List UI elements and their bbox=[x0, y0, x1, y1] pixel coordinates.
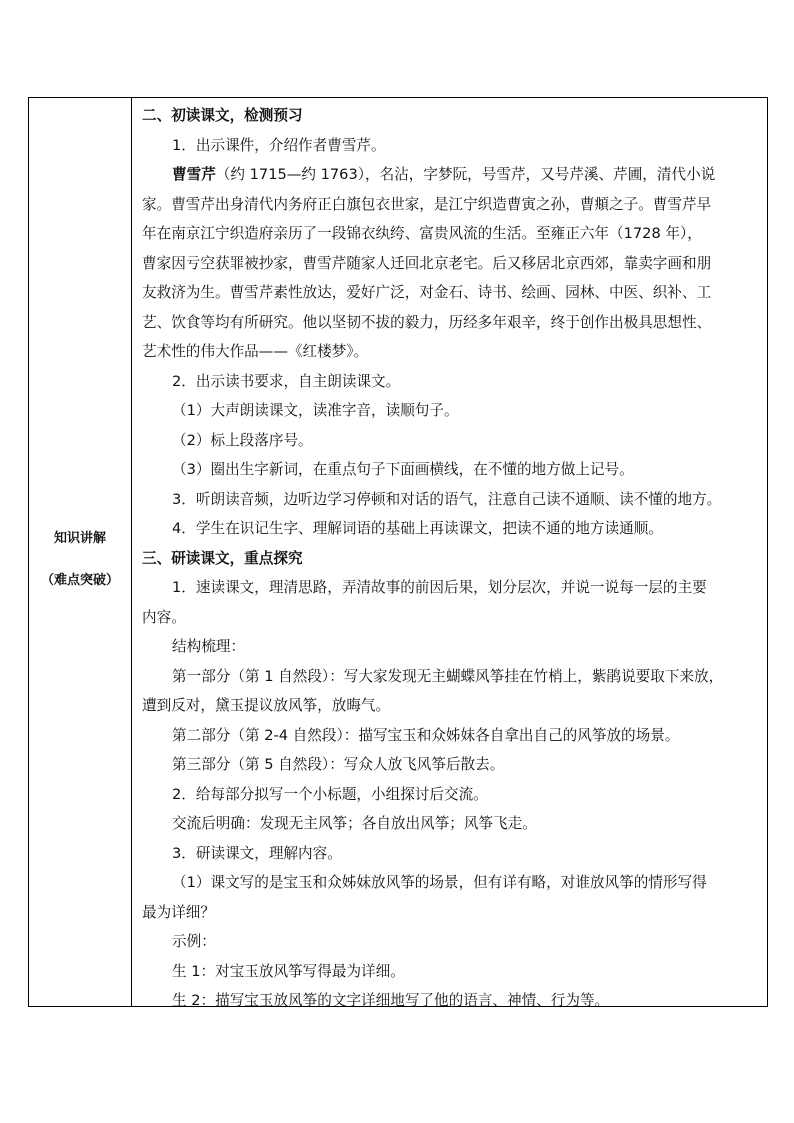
section-heading-2: 二、初读课文，检测预习 bbox=[142, 107, 303, 124]
reading-requirement: （3）圈出生字新词，在重点句子下面画横线，在不懂的地方做上记号。 bbox=[172, 461, 634, 478]
question-1: （1）课文写的是宝玉和众姊妹放风筝的场景，但有详有略，对谁放风筝的情形写得 bbox=[172, 874, 707, 891]
step-3: 3．听朗读音频，边听边学习停顿和对话的语气，注意自己读不通顺、读不懂的地方。 bbox=[172, 490, 722, 508]
research-step-1-cont: 内容。 bbox=[142, 608, 186, 626]
author-bio-line: 艺、饮食等均有所研究。他以坚韧不拔的毅力，历经多年艰辛，终于创作出极具思想性、 bbox=[142, 313, 712, 331]
author-bio-line: 家。曹雪芹出身清代内务府正白旗包衣世家，是江宁织造曹寅之孙，曹頫之子。曹雪芹早 bbox=[142, 195, 712, 213]
lesson-table bbox=[28, 97, 768, 1007]
step-2: 2．出示读书要求，自主朗读课文。 bbox=[172, 372, 401, 390]
author-bio-line: 年在南京江宁织造府亲历了一段锦衣纨绔、富贵风流的生活。至雍正六年（1728 年）， bbox=[142, 225, 702, 242]
research-step-3: 3．研读课文，理解内容。 bbox=[172, 844, 342, 862]
structure-part-1: 第一部分（第 1 自然段）：写大家发现无主蝴蝶风筝挂在竹梢上，紫鹃说要取下来放， bbox=[172, 667, 724, 685]
step-1: 1．出示课件，介绍作者曹雪芹。 bbox=[172, 136, 386, 154]
structure-part-1-cont: 遭到反对，黛玉提议放风筝，放晦气。 bbox=[142, 697, 391, 714]
student-answer-2: 生 2：描写宝玉放风筝的文字详细地写了他的语言、神情、行为等。 bbox=[172, 992, 610, 1009]
reading-requirement: （1）大声朗读课文，读准字音，读顺句子。 bbox=[172, 402, 459, 419]
section-label bbox=[29, 518, 131, 602]
author-bio-text: （约 1715—约 1763），名沾，字梦阮，号雪芹，又号芹溪、芹圃，清代小说 bbox=[215, 166, 716, 183]
structure-part-3: 第三部分（第 5 自然段）：写众人放飞风筝后散去。 bbox=[172, 756, 505, 773]
step-4: 4．学生在识记生字、理解词语的基础上再读课文，把读不通的地方读通顺。 bbox=[172, 520, 663, 537]
author-bio-line: 曹家因亏空获罪被抄家，曹雪芹随家人迁回北京老宅。后又移居北京西郊，靠卖字画和朋 bbox=[142, 254, 712, 272]
section-label-line1: 知识讲解 bbox=[53, 531, 106, 546]
research-step-2: 2．给每部分拟写一个小标题，小组探讨后交流。 bbox=[172, 785, 488, 803]
author-name: 曹雪芹 bbox=[172, 166, 216, 183]
section-label-line2: （难点突破） bbox=[40, 573, 119, 588]
reading-requirement: （2）标上段落序号。 bbox=[172, 431, 313, 449]
section-heading-3: 三、研读课文，重点探究 bbox=[142, 549, 303, 567]
research-step-2-answer: 交流后明确：发现无主风筝；各自放出风筝；风筝飞走。 bbox=[172, 815, 537, 832]
content-cell bbox=[132, 98, 767, 1009]
research-step-1: 1．速读课文，理清思路，弄清故事的前因后果，划分层次，并说一说每一层的主要 bbox=[172, 579, 707, 596]
author-bio-line: 艺术性的伟大作品——《红楼梦》。 bbox=[142, 343, 369, 360]
example-label: 示例： bbox=[172, 933, 216, 950]
author-bio-line bbox=[142, 160, 759, 190]
author-bio-line: 友救济为生。曹雪芹素性放达，爱好广泛，对金石、诗书、绘画、园林、中医、织补、工 bbox=[142, 284, 712, 301]
question-1-cont: 最为详细？ bbox=[142, 903, 215, 921]
student-answer-1: 生 1：对宝玉放风筝写得最为详细。 bbox=[172, 962, 405, 980]
structure-part-2: 第二部分（第 2-4 自然段）：描写宝玉和众姊妹各自拿出自己的风筝放的场景。 bbox=[172, 726, 680, 744]
structure-title: 结构梳理： bbox=[172, 638, 245, 655]
section-label-cell bbox=[29, 98, 132, 1006]
